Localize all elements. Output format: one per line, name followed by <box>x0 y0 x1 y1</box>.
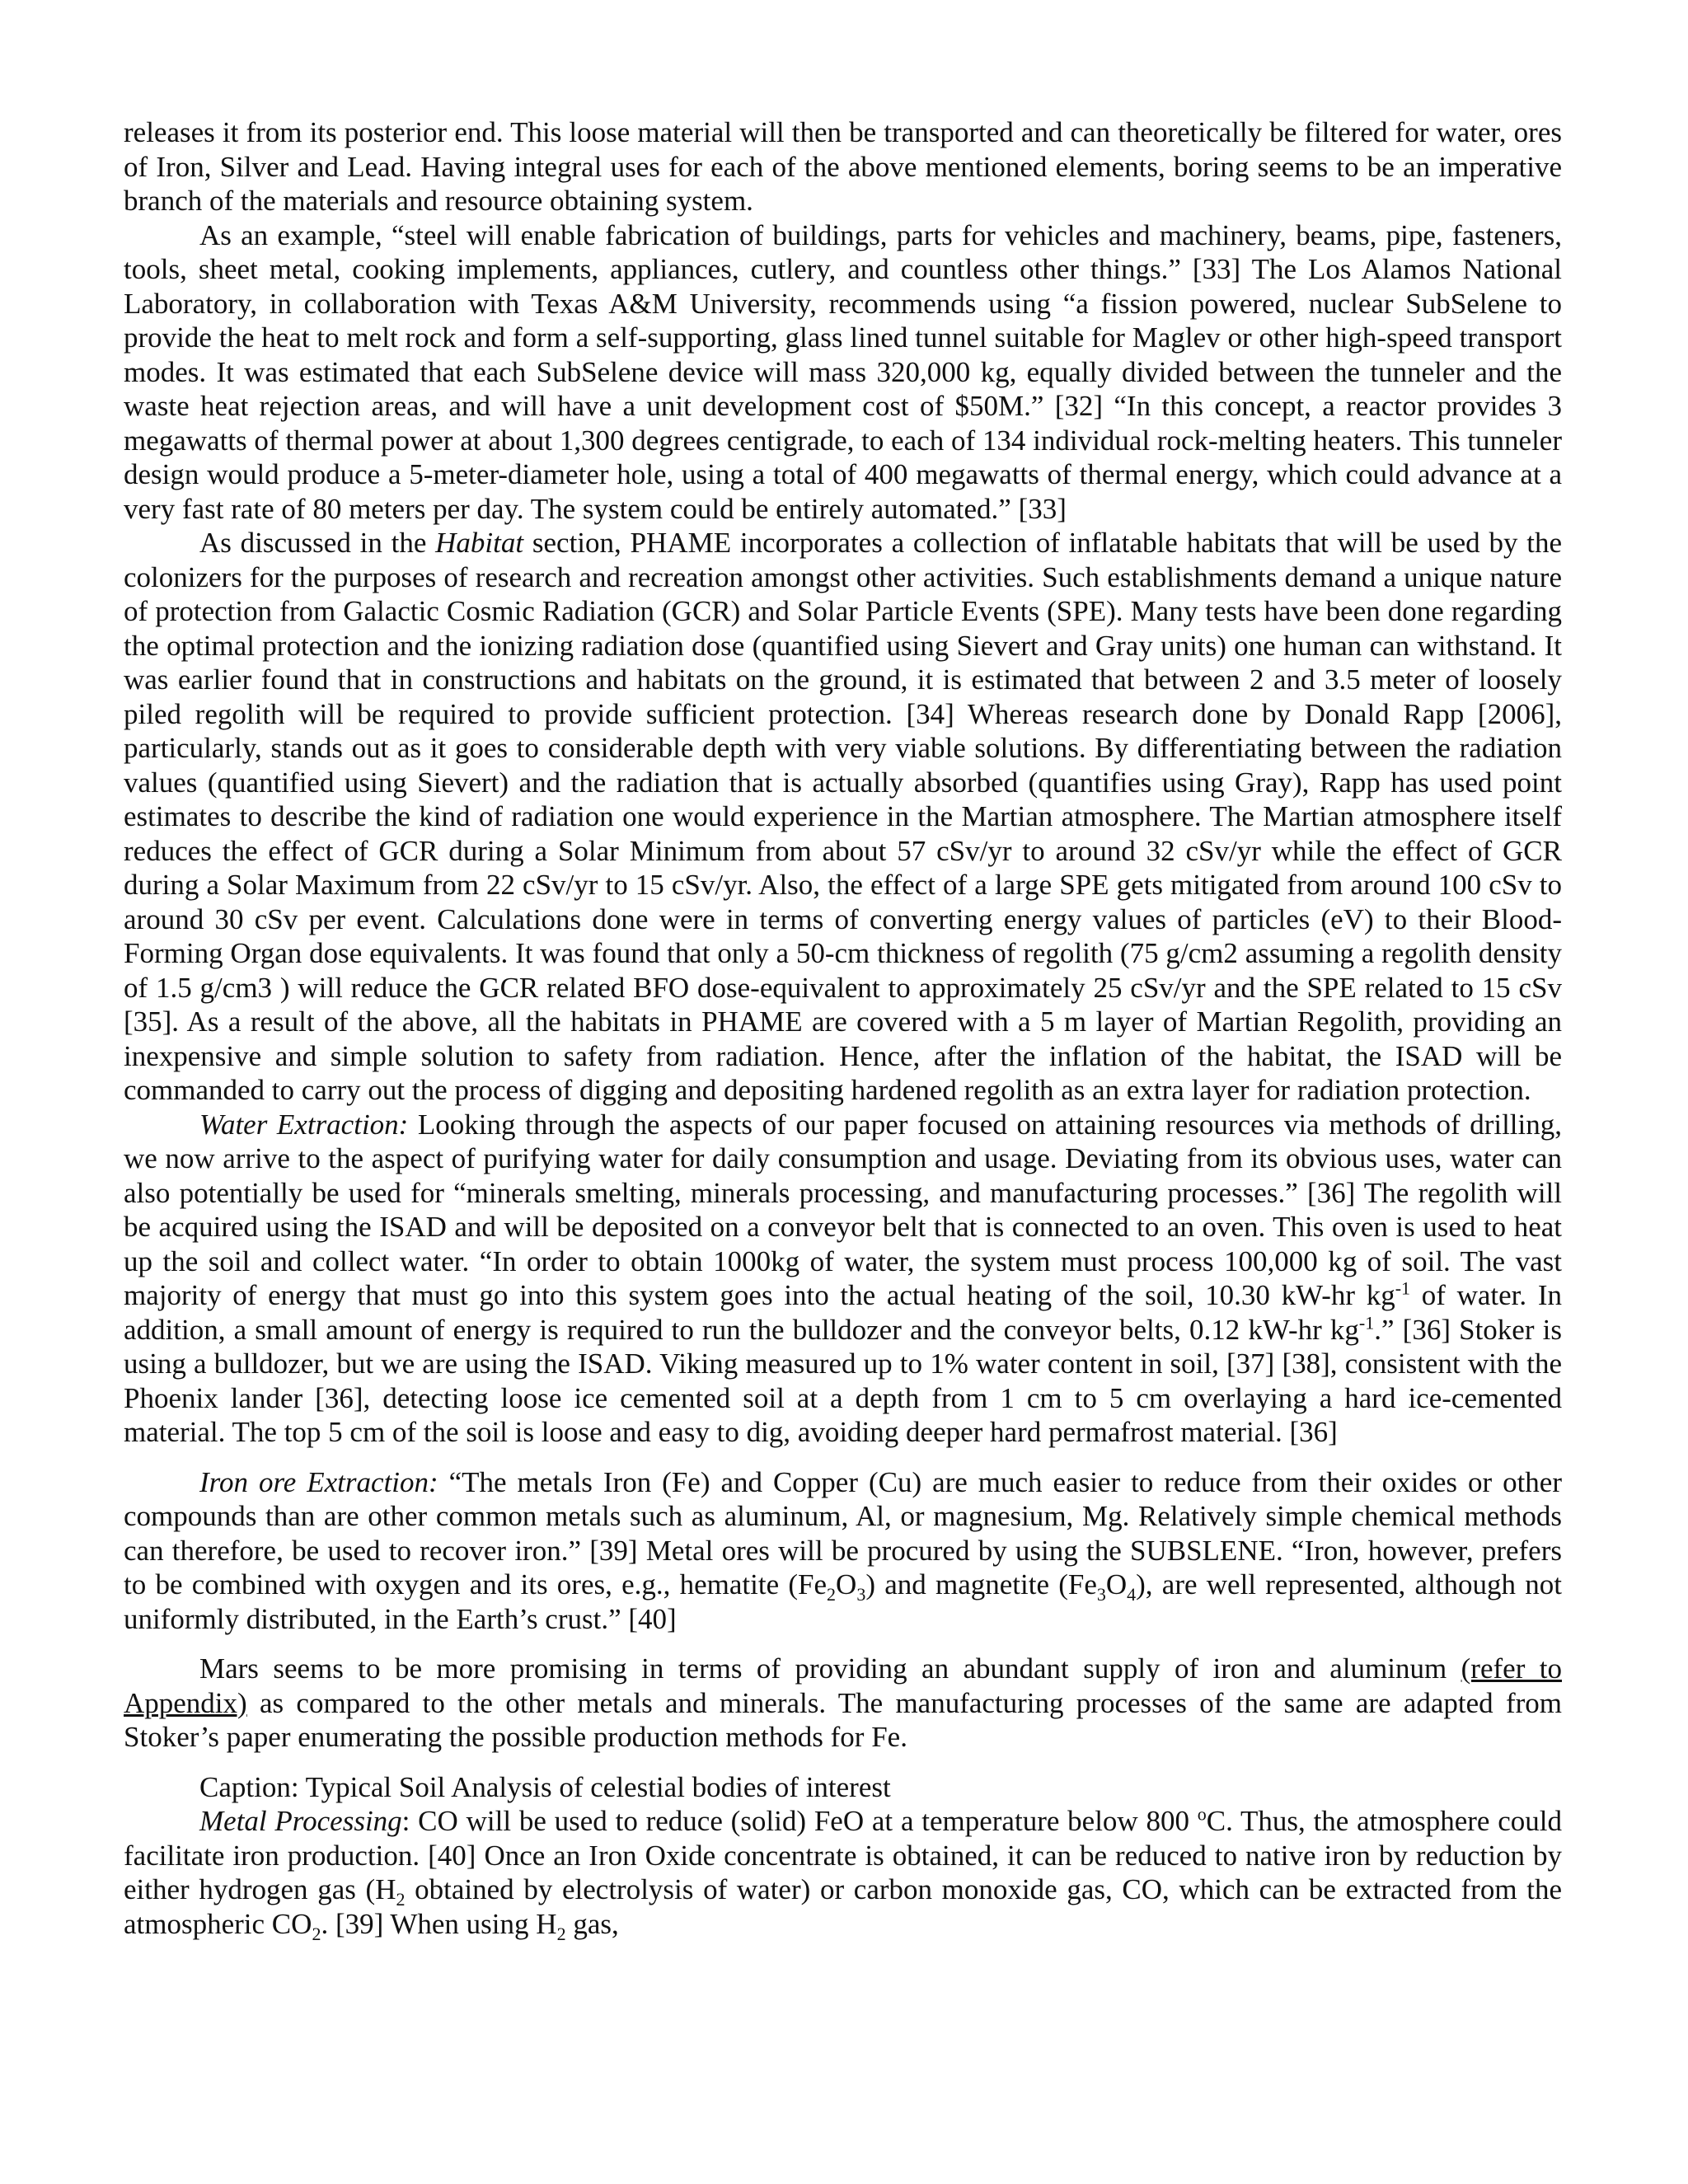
water-extraction-heading: Water Extraction: <box>199 1108 409 1141</box>
paragraph-water-extraction <box>124 1108 1562 1450</box>
paragraph-steel-subselene <box>124 218 1562 527</box>
paragraph-text: ), are well represented, although not uniformly distributed, in the Earth’s crust.” [40] <box>124 1568 1562 1635</box>
paragraph-text: releases it from its posterior end. This loose material will then be transported and can theoretically be filtered for water, ores of Iron, Silver and Lead. Having integral uses for each of the above mentioned elements, boring seems to be an imperative branch of the materials and resource obtaining system. <box>124 116 1562 217</box>
subscript: 2 <box>556 1923 566 1944</box>
paragraph-text: gas, <box>565 1907 619 1940</box>
subscript: 2 <box>396 1889 406 1910</box>
paragraph-text: section, PHAME incorporates a collection of inflatable habitats that will be used by the colonizers for the purposes of research and recreation amongst other activities. Such establishments demand a unique nature of protection from Galactic Cosmic Radiation (GCR) and Solar Particle Events (SPE). Many tests have been done regarding the optimal protection and the ionizing radiation dose (quantified using Sievert and Gray units) one human can withstand. It was earlier found that in constructions and habitats on the ground, it is estimated that between 2 and 3.5 meter of loosely piled regolith will be required to provide sufficient protection. [34] Whereas research done by Donald Rapp [2006], particularly, stands out as it goes to considerable depth with very viable solutions. By differentiating between the radiation values (quantified using Sievert) and the radiation that is actually absorbed (quantifies using Gray), Rapp has used point estimates to describe the kind of radiation one would experience in the Martian atmosphere. The Martian atmosphere itself reduces the effect of GCR during a Solar Minimum from about 57 cSv/yr to around 32 cSv/yr while the effect of GCR during a Solar Maximum from 22 cSv/yr to 15 cSv/yr. Also, the effect of a large SPE gets mitigated from around 100 cSv to around 30 cSv per event. Calculations done were in terms of converting energy values of particles (eV) to their Blood-Forming Organ dose equivalents. It was found that only a 50-cm thickness of regolith (75 g/cm2 assuming a regolith density of 1.5 g/cm3 ) will reduce the GCR related BFO dose-equivalent to approximately 25 cSv/yr and the SPE related to 15 cSv [35]. As a result of the above, all the habitats in PHAME are covered with a 5 m layer of Martian Regolith, providing an inexpensive and simple solution to safety from radiation. Hence, after the inflation of the habitat, the ISAD will be commanded to carry out the process of digging and depositing hardened regolith as an extra layer for radiation protection. <box>124 527 1562 1106</box>
iron-ore-extraction-heading: Iron ore Extraction: <box>199 1465 438 1498</box>
paragraph-text: O <box>1105 1568 1128 1601</box>
paragraph-text: of water. In addition, a small amount of energy is required to run the bulldozer and the conveyor belts, 0.12 kW-hr kg <box>124 1279 1562 1346</box>
superscript: -1 <box>1395 1277 1411 1299</box>
paragraph-metal-processing <box>124 1803 1563 1944</box>
paragraph-text: : CO will be used to reduce (solid) FeO at a temperature below 800 <box>401 1805 1198 1837</box>
paragraph-text: “The metals Iron (Fe) and Copper (Cu) are much easier to reduce from their oxides or other compounds than are other common metals such as aluminum, Al, or magnesium, Mg. Relatively simple chemical methods can therefore, be used to recover iron.” [39] Metal ores will be procured by using the SUBSLENE. “Iron, however, prefers to be combined with oxygen and its ores, e.g., hematite (Fe <box>124 1465 1562 1601</box>
subscript: 4 <box>1127 1584 1137 1605</box>
subscript: 2 <box>312 1923 321 1944</box>
paragraph-mars-iron-aluminum <box>124 1652 1562 1755</box>
subscript: 3 <box>1096 1584 1106 1605</box>
paragraph-text: Mars seems to be more promising in terms of providing an abundant supply of iron and aluminum <box>199 1652 1461 1685</box>
paragraph-text: as compared to the other metals and minerals. The manufacturing processes of the same are adapted from Stoker’s paper enumerating the possible production methods for Fe. <box>124 1686 1562 1753</box>
appendix-link[interactable]: (refer to Appendix) <box>124 1652 1562 1719</box>
paragraph-text: ) and magnetite (Fe <box>865 1568 1097 1601</box>
paragraph-iron-ore-extraction <box>124 1465 1562 1637</box>
paragraph-text: obtained by electrolysis of water) or carbon monoxide gas, CO, which can be extracted from the atmospheric CO <box>124 1873 1562 1940</box>
caption-text: Caption: Typical Soil Analysis of celestial bodies of interest <box>199 1770 891 1803</box>
superscript: -1 <box>1358 1311 1375 1333</box>
paragraph-text: O <box>836 1568 857 1601</box>
paragraph-text: .” [36] Stoker is using a bulldozer, but we are using the ISAD. Viking measured up to 1% water content in soil, [37] [38], consistent with the Phoenix lander [36], detecting loose ice cemented soil at a depth from 1 cm to 5 cm overlaying a hard ice-cemented material. The top 5 cm of the soil is loose and easy to dig, avoiding deeper hard permafrost material. [36] <box>124 1313 1562 1448</box>
paragraph-boring-intro <box>124 115 1562 218</box>
paragraph-radiation-protection <box>124 526 1562 1108</box>
metal-processing-heading: Metal Processing <box>199 1805 402 1837</box>
subscript: 3 <box>856 1584 866 1605</box>
paragraph-text: Looking through the aspects of our paper focused on attaining resources via methods of drilling, we now arrive to the aspect of purifying water for daily consumption and usage. Deviating from its obvious uses, water can also potentially be used for “minerals smelting, minerals processing, and manufacturing processes.” [36] The regolith will be acquired using the ISAD and will be deposited on a conveyor belt that is connected to an oven. This oven is used to heat up the soil and collect water. “In order to obtain 1000kg of water, the system must process 100,000 kg of soil. The vast majority of energy that must go into this system goes into the actual heating of the soil, 10.30 kW-hr kg <box>124 1108 1562 1311</box>
habitat-section-reference: Habitat <box>435 527 524 559</box>
superscript: o <box>1197 1803 1207 1825</box>
paragraph-text: As discussed in the <box>199 527 436 559</box>
paragraph-text: . [39] When using H <box>321 1907 557 1940</box>
paragraph-text: C. Thus, the atmosphere could facilitate iron production. [40] Once an Iron Oxide concentrate is obtained, it can be reduced to native iron by reduction by either hydrogen gas (H <box>124 1805 1563 1905</box>
subscript: 2 <box>827 1584 837 1605</box>
figure-caption <box>124 1770 1562 1805</box>
paragraph-text: As an example, “steel will enable fabrication of buildings, parts for vehicles and machinery, beams, pipe, fasteners, tools, sheet metal, cooking implements, appliances, cutlery, and countless other things.” [33] The Los Alamos National Laboratory, in collaboration with Texas A&M University, recommends using “a fission powered, nuclear SubSelene to provide the heat to melt rock and form a self-supporting, glass lined tunnel suitable for Maglev or other high-speed transport modes. It was estimated that each SubSelene device will mass 320,000 kg, equally divided between the tunneler and the waste heat rejection areas, and will have a unit development cost of $50M.” [32] “In this concept, a reactor provides 3 megawatts of thermal power at about 1,300 degrees centigrade, to each of 134 individual rock-melting heaters. This tunneler design would produce a 5-meter-diameter hole, using a total of 400 megawatts of thermal energy, which could advance at a very fast rate of 80 meters per day. The system could be entirely automated.” [33] <box>124 218 1562 525</box>
